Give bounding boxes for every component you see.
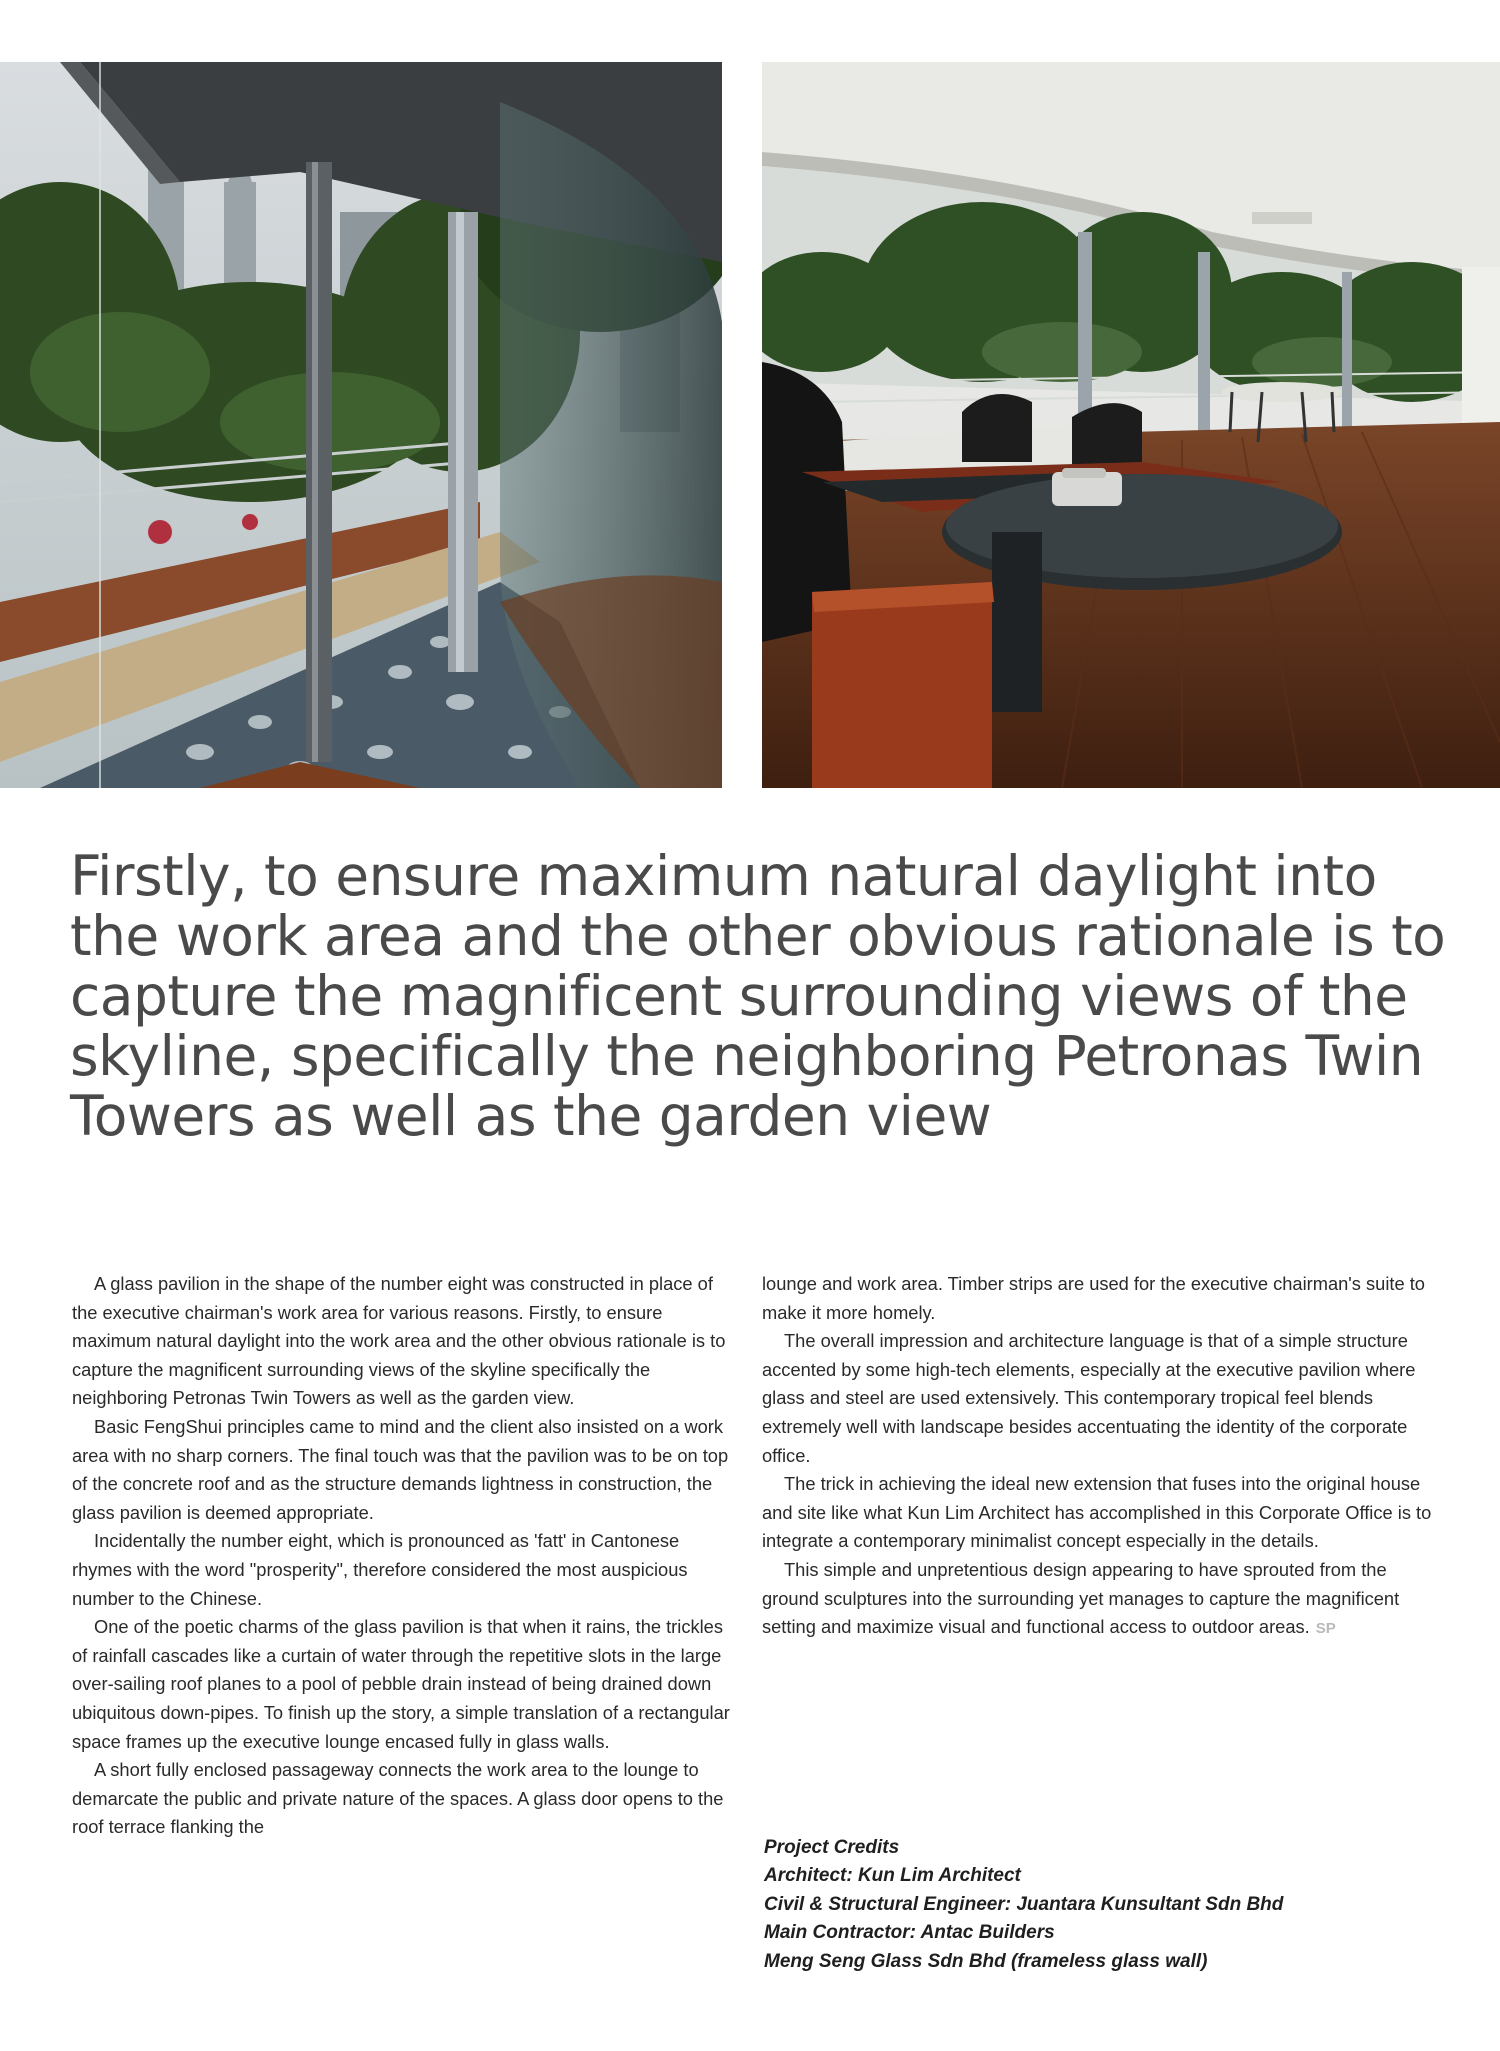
paragraph: Incidentally the number eight, which is pronounced as 'fatt' in Cantonese rhymes with the word "prosperity", therefore considered the most auspicious number to the Chinese. xyxy=(72,1530,688,1609)
photo-executive-office xyxy=(762,62,1500,788)
pavilion-illustration xyxy=(0,62,722,788)
body-column-left xyxy=(72,1270,732,1842)
credit-line: Civil & Structural Engineer: Juantara Kunsultant Sdn Bhd xyxy=(764,1893,1284,1915)
credit-line: Architect: Kun Lim Architect xyxy=(764,1865,1021,1887)
project-credits xyxy=(764,1834,1464,1976)
photo-glass-pavilion xyxy=(0,62,722,788)
end-mark-logo: SP xyxy=(1315,1620,1336,1638)
paragraph: A short fully enclosed passageway connects the work area to the lounge to demarcate the public and private nature of the spaces. A glass door opens to the roof terrace flanking the xyxy=(72,1759,724,1838)
paragraph: Basic FengShui principles came to mind and the client also insisted on a work area with no sharp corners. The final touch was that the pavilion was to be on top of the concrete roof and as the structure demands lightness in construction, the glass pavilion is deemed appropriate. xyxy=(72,1415,729,1523)
paragraph: A glass pavilion in the shape of the number eight was constructed in place of the executive chairman's work area for various reasons. Firstly, to ensure maximum natural daylight into the work area and the other obvious rationale is to capture the magnificent surrounding views of the skyline specifically the neighboring Petronas Twin Towers as well as the garden view. xyxy=(72,1273,726,1409)
paragraph: lounge and work area. Timber strips are used for the executive chairman's suite to make it more homely. xyxy=(762,1273,1425,1323)
credit-line: Meng Seng Glass Sdn Bhd (frameless glass wall) xyxy=(764,1950,1208,1972)
paragraph: One of the poetic charms of the glass pavilion is that when it rains, the trickles of rainfall cascades like a curtain of water through the repetitive slots in the large over-sailing roof planes to a pool of pebble drain instead of being drained down ubiquitous down-pipes. To finish up the story, a simple translation of a rectangular space frames up the executive lounge encased fully in glass walls. xyxy=(72,1616,730,1752)
body-column-right xyxy=(762,1270,1432,1644)
pull-quote: Firstly, to ensure maximum natural daylight into the work area and the other obvious rationale is to capture the magnificent surrounding views of the skyline, specifically the neighboring Petronas Twin Towers as well as the garden view xyxy=(70,844,1446,1148)
paragraph: The trick in achieving the ideal new extension that fuses into the original house and site like what Kun Lim Architect has accomplished in this Corporate Office is to integrate a contemporary minimalist concept especially in the details. xyxy=(762,1473,1432,1552)
credit-line: Main Contractor: Antac Builders xyxy=(764,1922,1055,1944)
paragraph-final xyxy=(762,1556,1432,1644)
paragraph-text: This simple and unpretentious design appearing to have sprouted from the ground sculptures into the surrounding yet manages to capture the magnificent setting and maximize visual and functional access to outdoor areas. xyxy=(762,1558,1400,1638)
office-illustration xyxy=(762,62,1500,788)
paragraph: The overall impression and architecture language is that of a simple structure accented by some high-tech elements, especially at the executive pavilion where glass and steel are used extensively. This contemporary tropical feel blends extremely well with landscape besides accentuating the identity of the corporate office. xyxy=(762,1330,1416,1466)
credits-heading: Project Credits xyxy=(764,1837,900,1858)
